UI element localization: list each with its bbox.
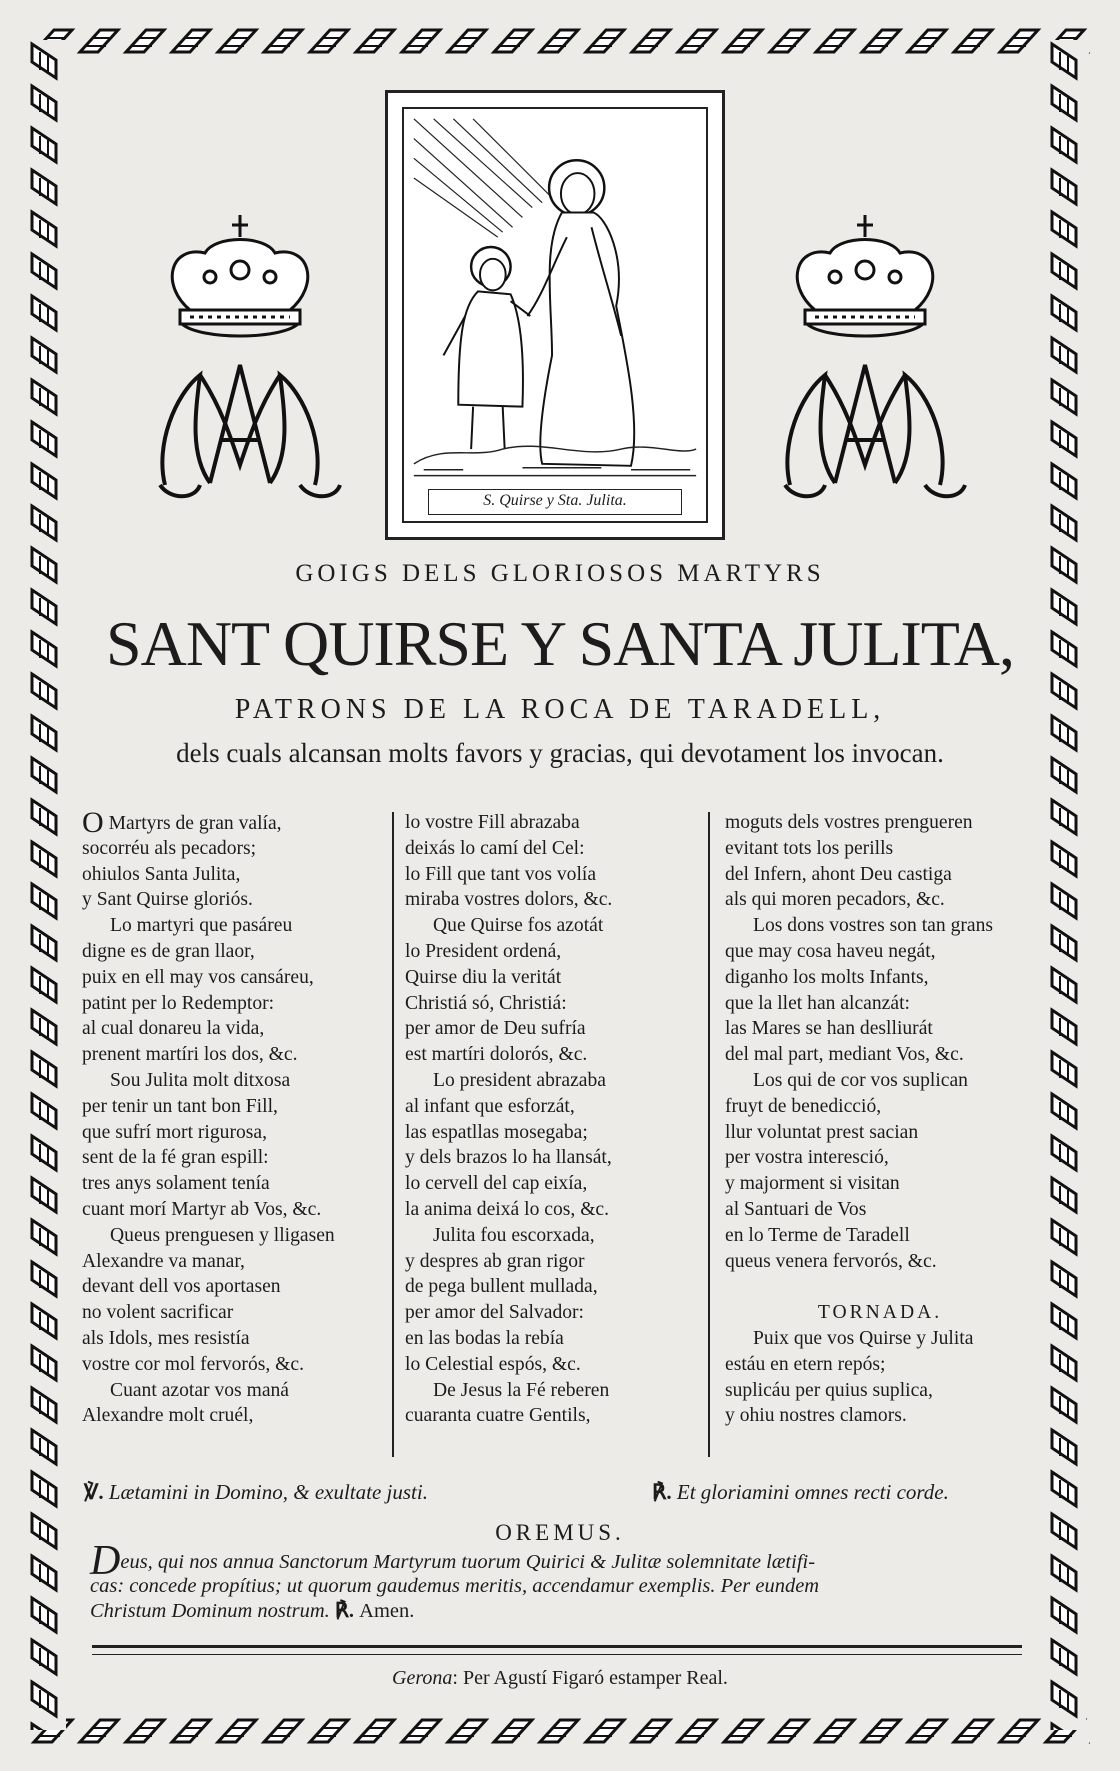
verse-line: cuaranta cuatre Gentils,: [405, 1405, 591, 1427]
verse-line: Queus prenguesen y lligasen: [110, 1224, 335, 1246]
verse-line: las Mares se han deslliurát: [725, 1018, 933, 1040]
verse-line: patint per lo Redemptor:: [82, 992, 275, 1014]
crown-icon: [172, 215, 308, 336]
verse-line: Alexandre molt cruél,: [82, 1405, 254, 1427]
column-divider: [708, 812, 710, 1457]
ornamental-border-left: [22, 40, 66, 1730]
prayer-line-3: [90, 1599, 1026, 1624]
drop-cap: O: [82, 810, 104, 836]
response: [652, 1480, 949, 1505]
verse-line: no volent sacrificar: [82, 1302, 234, 1324]
sunburst-rays: [414, 119, 552, 237]
response-text: Et gloriamini omnes recti corde.: [676, 1480, 949, 1504]
verse-line: Christiá só, Christiá:: [405, 992, 567, 1014]
verse-line: per vostra interesció,: [725, 1147, 889, 1169]
prayer-line-3-text: Christum Dominum nostrum.: [90, 1600, 330, 1622]
verse-line: als Idols, mes resistía: [82, 1327, 250, 1349]
page-title: SANT QUIRSE Y SANTA JULITA,: [106, 608, 1014, 679]
verse-line: per amor del Salvador:: [405, 1302, 585, 1324]
am-monogram-icon: [785, 365, 965, 496]
verse-line: Lo martyri que pasáreu: [110, 915, 293, 937]
verse-line: miraba vostres dolors, &c.: [405, 889, 613, 911]
prayer-line-2: cas: concede propítius; ut quorum gaudemus meritis, accendamur exemplis. Per eundem: [90, 1575, 820, 1597]
verse-line: diganho los molts Infants,: [725, 966, 929, 988]
verse-line: Sou Julita molt ditxosa: [110, 1069, 291, 1091]
ornamental-border-bottom: [30, 1712, 1090, 1752]
verse-line: al infant que esforzát,: [405, 1095, 575, 1117]
verse-line: prenent martíri los dos, &c.: [82, 1044, 298, 1066]
verse-line: en las bodas la rebía: [405, 1327, 564, 1349]
crowned-marian-monogram-right: [765, 215, 975, 505]
verse-line: per tenir un tant bon Fill,: [82, 1095, 278, 1117]
response-symbol: ℟.: [652, 1480, 672, 1504]
verse-line: del mal part, mediant Vos, &c.: [725, 1044, 964, 1066]
verse-line: tres anys solament tenía: [82, 1173, 270, 1195]
verse-column-3: [725, 810, 1035, 1429]
crown-icon: [797, 215, 933, 336]
verse-line: fruyt de benedicció,: [725, 1095, 882, 1117]
verse-line: de pega bullent mullada,: [405, 1276, 598, 1298]
imprint-text: : Per Agustí Figaró estamper Real.: [452, 1667, 728, 1689]
amen-text: Amen.: [359, 1600, 415, 1622]
verse-line: y despres ab gran rigor: [405, 1250, 585, 1272]
saint-quirse-figure: [443, 247, 530, 449]
verse-line: lo Fill que tant vos volía: [405, 863, 597, 885]
verse-line: Lo president abrazaba: [433, 1069, 606, 1091]
verse-line: Que Quirse fos azotát: [433, 915, 604, 937]
versicle-symbol: ℣.: [84, 1480, 104, 1504]
verse-line: y ohiu nostres clamors.: [725, 1405, 907, 1427]
heading-small: GOIGS DELS GLORIOSOS MARTYRS: [295, 560, 825, 587]
verse-line: De Jesus la Fé reberen: [433, 1379, 610, 1401]
verse-line: digne es de gran llaor,: [82, 940, 255, 962]
verse-line: suplicáu per quius suplica,: [725, 1379, 933, 1401]
verse-line: [82, 810, 387, 836]
verse-line: lo Celestial espós, &c.: [405, 1353, 581, 1375]
versicle: [84, 1480, 428, 1505]
verse-line: queus venera fervorós, &c.: [725, 1250, 937, 1272]
verse-line: Alexandre va manar,: [82, 1250, 245, 1272]
verse-column-2: [405, 810, 705, 1429]
verse-line: las espatllas mosegaba;: [405, 1121, 588, 1143]
verse-line: del Infern, ahont Deu castiga: [725, 863, 952, 885]
column-divider: [392, 812, 394, 1457]
verse-line: sent de la fé gran espill:: [82, 1147, 269, 1169]
verse-line: que may cosa haveu negát,: [725, 940, 936, 962]
ornamental-border-top: [30, 22, 1090, 62]
verse-line: cuant morí Martyr ab Vos, &c.: [82, 1198, 322, 1220]
verse-line: llur voluntat prest sacian: [725, 1121, 919, 1143]
verse-line: Cuant azotar vos maná: [110, 1379, 290, 1401]
ornamental-border-right: [1042, 40, 1086, 1730]
verse-line: puix en ell may vos cansáreu,: [82, 966, 314, 988]
crowned-marian-monogram-left: [150, 215, 360, 505]
verse-line: [725, 1274, 1035, 1300]
heading-description: dels cuals alcansan molts favors y gracias, qui devotament los invocan.: [176, 738, 944, 768]
woodcut-caption: S. Quirse y Sta. Julita.: [428, 489, 682, 515]
imprint: [70, 1667, 1050, 1690]
verse-line: que la llet han alcanzát:: [725, 992, 910, 1014]
verse-line-rest: Martyrs de gran valía,: [103, 813, 282, 834]
verse-line: devant dell vos aportasen: [82, 1276, 281, 1298]
verse-line: lo cervell del cap eixía,: [405, 1173, 588, 1195]
verse-line: y Sant Quirse gloriós.: [82, 889, 253, 911]
verse-line: Los dons vostres son tan grans: [753, 915, 994, 937]
verse-line: Julita fou escorxada,: [433, 1224, 595, 1246]
verse-line: lo vostre Fill abrazaba: [405, 812, 580, 833]
verse-line: ohiulos Santa Julita,: [82, 863, 241, 885]
prayer-line-1: eus, qui nos annua Sanctorum Martyrum tuorum Quirici & Julitæ solemnitate lætifi-: [120, 1551, 816, 1573]
verse-line: Quirse diu la veritát: [405, 966, 562, 988]
verse-line: y majorment si visitan: [725, 1173, 900, 1195]
verse-line: y dels brazos lo ha llansát,: [405, 1147, 612, 1169]
verse-column-1: [82, 810, 387, 1429]
imprint-place: Gerona: [392, 1667, 453, 1689]
versicle-text: Lætamini in Domino, & exultate justi.: [108, 1480, 428, 1504]
verse-line: estáu en etern repós;: [725, 1353, 886, 1375]
saints-woodcut-image: [385, 90, 725, 540]
verse-line: vostre cor mol fervorós, &c.: [82, 1353, 304, 1375]
verse-line: al Santuari de Vos: [725, 1198, 867, 1220]
verse-line: est martíri dolorós, &c.: [405, 1044, 588, 1066]
verse-line: deixás lo camí del Cel:: [405, 837, 585, 859]
verse-line: evitant tots los perills: [725, 837, 894, 859]
oremus-prayer: [90, 1538, 1026, 1624]
amen-symbol: ℟.: [334, 1600, 355, 1622]
heading-subtitle: PATRONS DE LA ROCA DE TARADELL,: [234, 694, 886, 725]
verse-line: la anima deixá lo cos, &c.: [405, 1198, 610, 1220]
verse-line: en lo Terme de Taradell: [725, 1224, 910, 1246]
oremus-title: OREMUS.: [495, 1520, 625, 1545]
verse-line: als qui moren pecadors, &c.: [725, 889, 945, 911]
am-monogram-icon: [160, 365, 340, 496]
verse-line: que sufrí mort rigurosa,: [82, 1121, 268, 1143]
prayer-initial: D: [90, 1538, 121, 1584]
verse-line: lo President ordená,: [405, 940, 562, 962]
double-rule-divider: [92, 1645, 1022, 1655]
verse-line: Los qui de cor vos suplican: [753, 1069, 968, 1091]
tornada-heading: TORNADA.: [817, 1302, 943, 1324]
verse-line: per amor de Deu sufría: [405, 1018, 586, 1040]
verse-line: moguts dels vostres prengueren: [725, 812, 973, 833]
verse-line: socorréu als pecadors;: [82, 837, 257, 859]
verse-line: al cual donareu la vida,: [82, 1018, 265, 1040]
saint-julita-figure: [527, 160, 634, 466]
verse-line: Puix que vos Quirse y Julita: [753, 1327, 974, 1349]
